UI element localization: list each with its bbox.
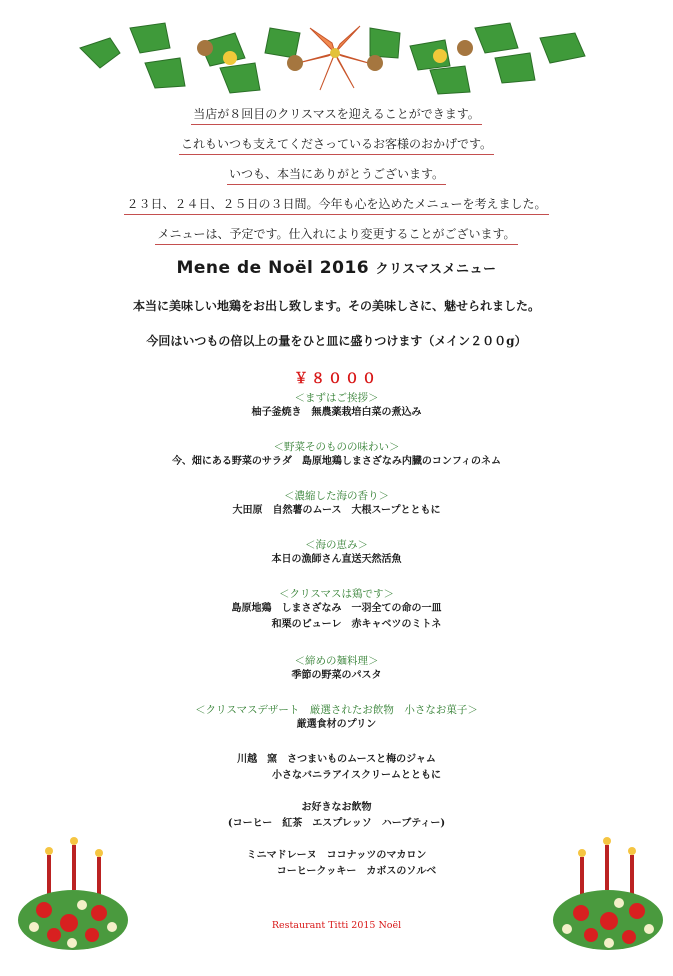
sweets-line: ミニマドレーヌ ココナッツのマカロン (246, 850, 427, 861)
menu-title-sub: クリスマスメニュー (375, 262, 497, 277)
course-item (0, 489, 673, 519)
course-heading: ＜クリスマスデザート 厳選されたお飲物 小さなお菓子＞ (195, 704, 478, 716)
course-dish: 厳選食材のプリン (296, 719, 377, 730)
candle-bouquet-image (549, 835, 667, 953)
course-heading: ＜締めの麺料理＞ (294, 655, 379, 667)
footer-signature: Restaurant Titti 2015 Noël (271, 920, 402, 931)
lead-line-2: 今回はいつもの倍以上の量をひと皿に盛りつけます（メイン２００g） (146, 334, 527, 348)
course-dish: 大田原 自然薯のムース 大根スープとともに (232, 505, 441, 516)
menu-title (0, 258, 673, 278)
course-dish: 和栗のピューレ 赤キャベツのミトネ (271, 619, 442, 630)
course-item (0, 391, 673, 421)
intro-line: ２３日、２４日、２５日の３日間。今年も心を込めたメニューを考えました。 (124, 195, 548, 215)
course-heading: ＜まずはご挨拶＞ (294, 392, 379, 404)
intro-line: これもいつも支えてくださっているお客様のおかげです。 (179, 135, 494, 155)
course-heading: ＜クリスマスは鶏です＞ (278, 588, 395, 600)
dessert-block (0, 752, 673, 784)
course-heading: ＜野菜そのものの味わい＞ (273, 441, 400, 453)
christmas-garland-image (70, 8, 600, 100)
course-dish: 本日の漁師さん直送天然活魚 (271, 554, 402, 565)
lead-line-1: 本当に美味しい地鶏をお出し致します。その美味しさに、魅せられました。 (132, 299, 541, 313)
dessert-line: 川越 窯 さつまいものムースと梅のジャム (237, 754, 436, 765)
course-dish: 季節の野菜のパスタ (291, 670, 382, 681)
drinks-line: (コーヒー 紅茶 エスプレッソ ハーブティー) (227, 818, 446, 829)
sweets-line: コーヒークッキー カボスのソルベ (276, 866, 437, 877)
course-heading: ＜海の恵み＞ (305, 539, 368, 551)
course-item (0, 703, 673, 733)
intro-message (0, 103, 673, 253)
course-dish: 今、畑にある野菜のサラダ 島原地鶏しまさざなみ内臓のコンフィのネム (171, 456, 502, 467)
course-heading: ＜濃縮した海の香り＞ (284, 490, 389, 502)
menu-title-main: Mene de Noël 2016 (176, 258, 370, 278)
course-item (0, 587, 673, 633)
course-item (0, 538, 673, 568)
intro-line: メニューは、予定です。仕入れにより変更することがございます。 (155, 225, 517, 245)
candle-bouquet-image (14, 835, 132, 953)
intro-line: いつも、本当にありがとうございます。 (227, 165, 446, 185)
drinks-block (0, 800, 673, 832)
menu-price: ￥８０００ (294, 371, 379, 387)
course-item (0, 654, 673, 684)
drinks-line: お好きなお飲物 (301, 802, 372, 813)
course-item (0, 440, 673, 470)
intro-line: 当店が８回目のクリスマスを迎えることができます。 (191, 105, 482, 125)
course-dish: 柚子釜焼き 無農薬栽培白菜の煮込み (251, 407, 422, 418)
course-dish: 島原地鶏 しまさざなみ 一羽全ての命の一皿 (231, 603, 442, 614)
dessert-line: 小さなバニラアイスクリームとともに (272, 770, 441, 781)
